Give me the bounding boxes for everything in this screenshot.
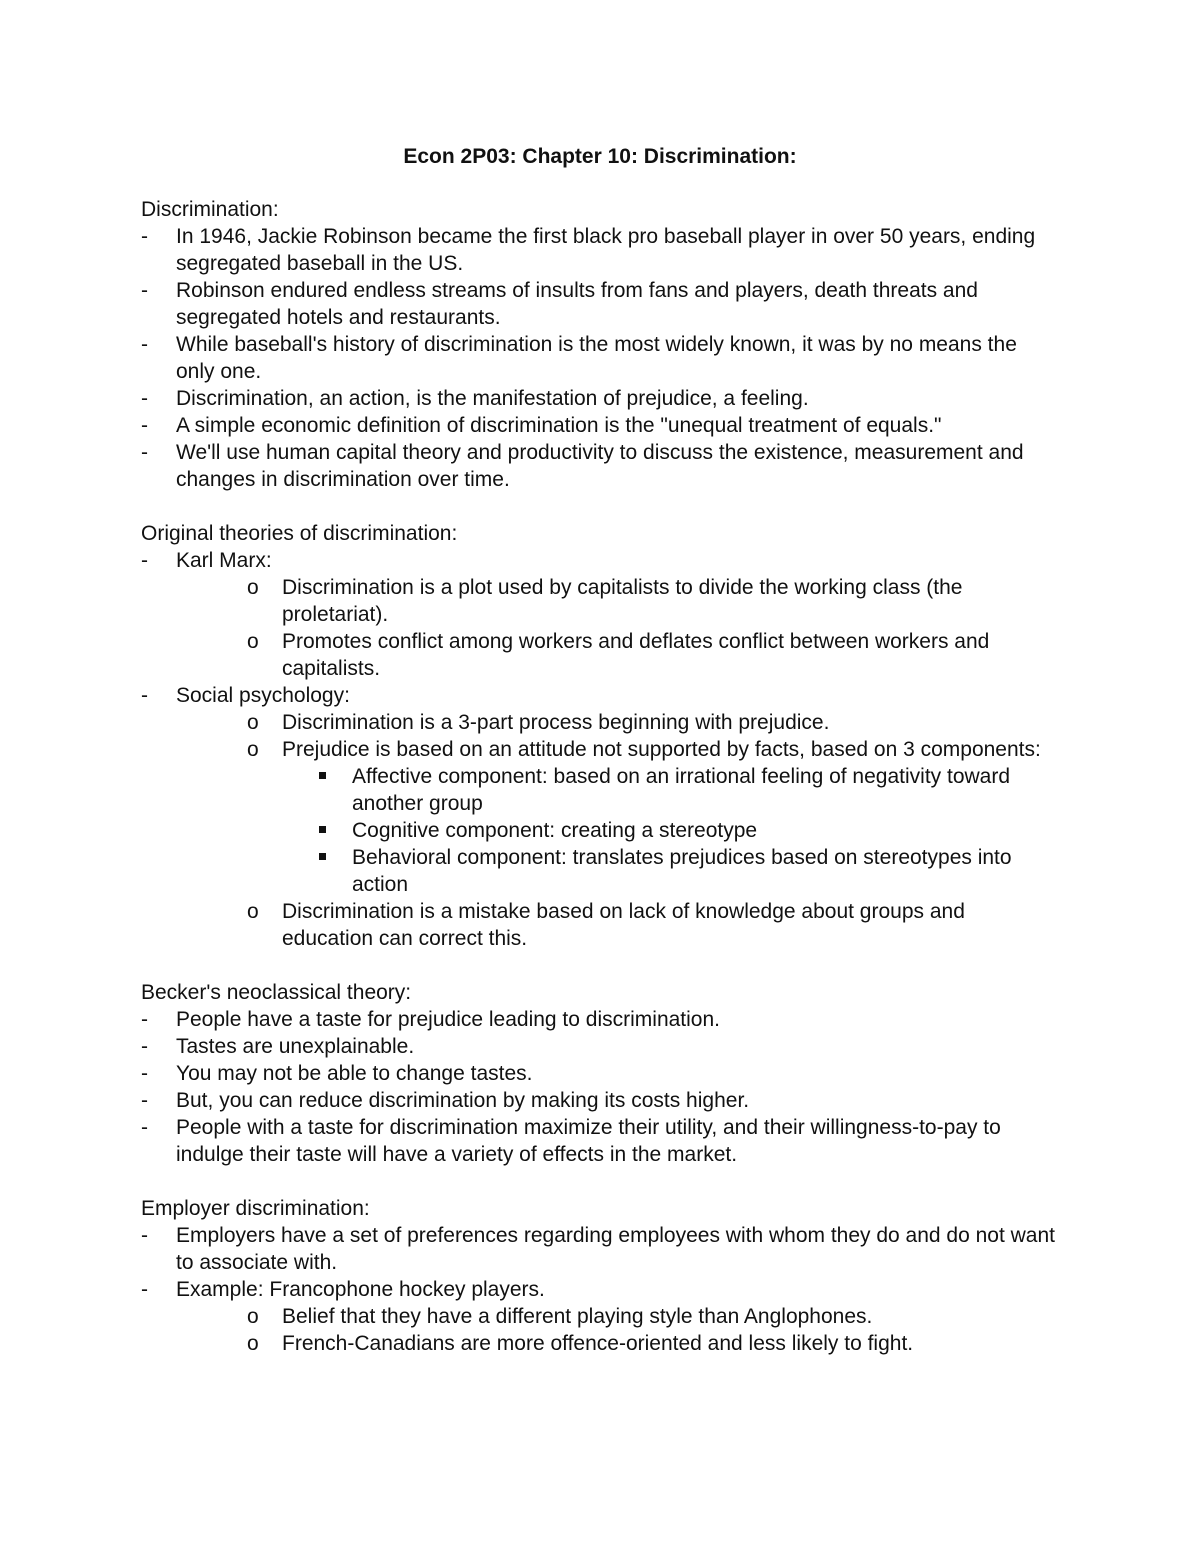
list-item: - But, you can reduce discrimination by making its costs higher. bbox=[141, 1087, 1061, 1114]
sub-list-item: o Prejudice is based on an attitude not supported by facts, based on 3 components: bbox=[141, 736, 1061, 763]
section-heading: Original theories of discrimination: bbox=[141, 522, 458, 545]
list-item: - People have a taste for prejudice leading to discrimination. bbox=[141, 1006, 1061, 1033]
list-item: - We'll use human capital theory and productivity to discuss the existence, measurement and changes in discrimination over time. bbox=[141, 439, 1061, 493]
document-body bbox=[141, 196, 1061, 1384]
section-becker-theory bbox=[141, 979, 1061, 1168]
section-heading: Employer discrimination: bbox=[141, 1197, 370, 1220]
sub-list-item: o Discrimination is a mistake based on lack of knowledge about groups and education can correct this. bbox=[141, 898, 1061, 952]
list-item: - While baseball's history of discrimination is the most widely known, it was by no means the only one. bbox=[141, 331, 1061, 385]
list-item: - Employers have a set of preferences regarding employees with whom they do and do not want to associate with. bbox=[141, 1222, 1061, 1276]
sub-sub-list-item: Behavioral component: translates prejudices based on stereotypes into action bbox=[141, 844, 1061, 898]
bullet-list bbox=[141, 547, 1061, 952]
sub-list-item: o Belief that they have a different playing style than Anglophones. bbox=[141, 1303, 1061, 1330]
section-discrimination bbox=[141, 196, 1061, 493]
bullet-list bbox=[141, 1222, 1061, 1357]
sub-sub-list-item: Cognitive component: creating a stereotype bbox=[141, 817, 1061, 844]
list-item-social-psychology: - Social psychology: bbox=[141, 682, 1061, 709]
sub-list-item: o Discrimination is a plot used by capitalists to divide the working class (the proletariat). bbox=[141, 574, 1061, 628]
section-employer-discrimination bbox=[141, 1195, 1061, 1357]
sub-list-item: o French-Canadians are more offence-oriented and less likely to fight. bbox=[141, 1330, 1061, 1357]
section-heading: Becker's neoclassical theory: bbox=[141, 981, 412, 1004]
document-title: Econ 2P03: Chapter 10: Discrimination: bbox=[403, 145, 797, 168]
list-item-karl-marx: - Karl Marx: bbox=[141, 547, 1061, 574]
section-heading: Discrimination: bbox=[141, 198, 279, 221]
bullet-list bbox=[141, 223, 1061, 493]
list-item: - People with a taste for discrimination maximize their utility, and their willingness-to-pay to indulge their taste will have a variety of effects in the market. bbox=[141, 1114, 1061, 1168]
section-original-theories bbox=[141, 520, 1061, 952]
sub-list-item: o Promotes conflict among workers and deflates conflict between workers and capitalists. bbox=[141, 628, 1061, 682]
list-item: - Example: Francophone hockey players. bbox=[141, 1276, 1061, 1303]
list-item: - You may not be able to change tastes. bbox=[141, 1060, 1061, 1087]
list-item: - A simple economic definition of discrimination is the "unequal treatment of equals." bbox=[141, 412, 1061, 439]
sub-sub-list-item: Affective component: based on an irrational feeling of negativity toward another group bbox=[141, 763, 1061, 817]
list-item: - Robinson endured endless streams of insults from fans and players, death threats and segregated hotels and restaurants. bbox=[141, 277, 1061, 331]
sub-list-item: o Discrimination is a 3-part process beginning with prejudice. bbox=[141, 709, 1061, 736]
list-item: - Tastes are unexplainable. bbox=[141, 1033, 1061, 1060]
bullet-list bbox=[141, 1006, 1061, 1168]
list-item: - Discrimination, an action, is the manifestation of prejudice, a feeling. bbox=[141, 385, 1061, 412]
list-item: - In 1946, Jackie Robinson became the first black pro baseball player in over 50 years, ending segregated baseball in the US. bbox=[141, 223, 1061, 277]
